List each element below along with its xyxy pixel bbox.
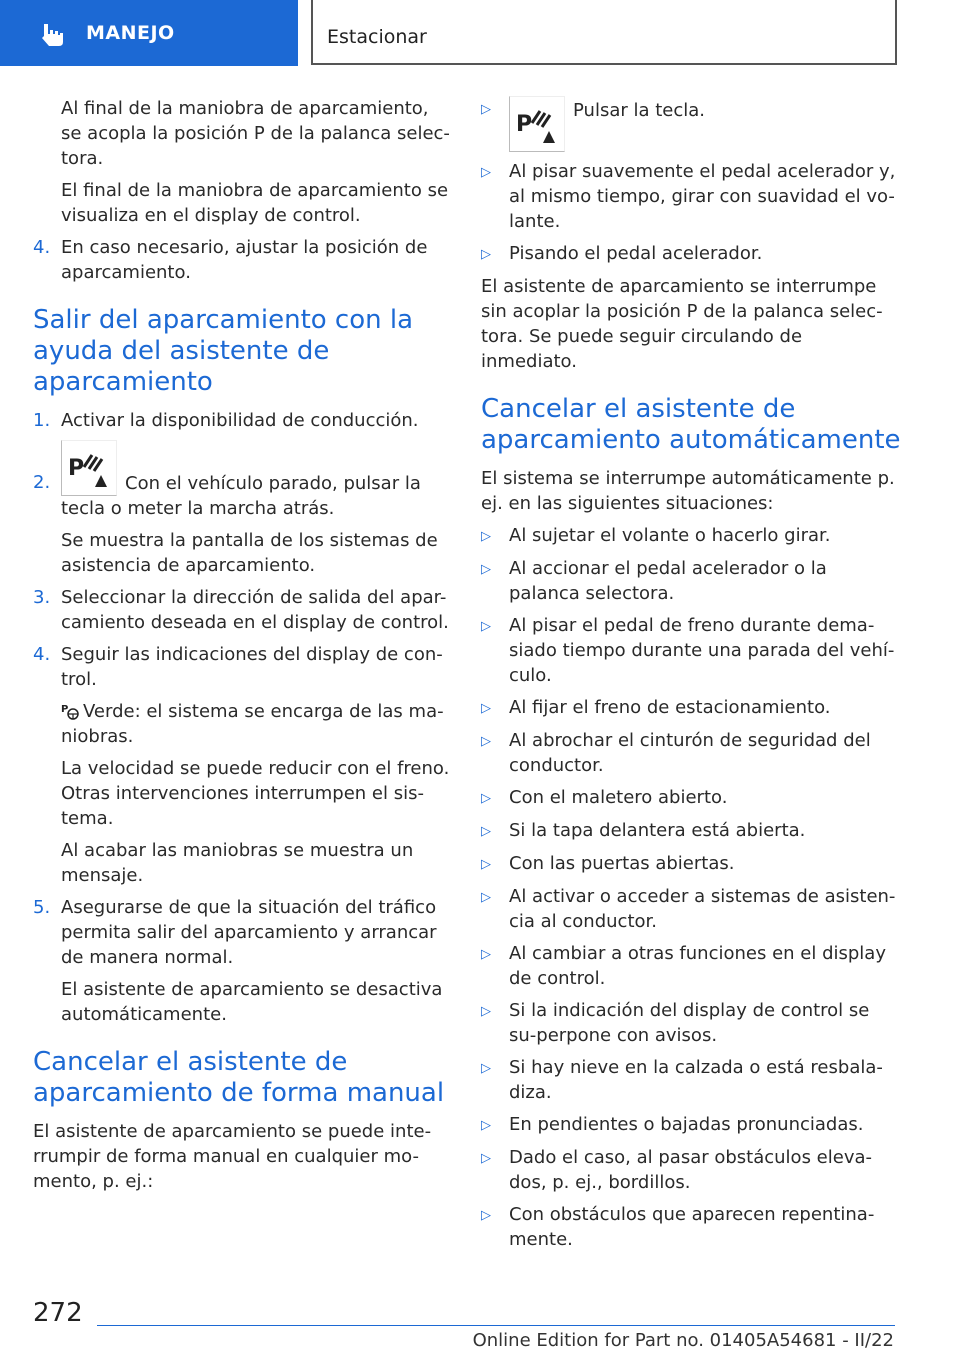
list-item [481, 1112, 901, 1138]
park-assist-key-icon [509, 96, 565, 152]
auto-paragraph: El sistema se interrumpe automáticamente p. ej. en las siguientes situaciones: [481, 468, 895, 514]
bullet-text: Pulsar la tecla. [573, 100, 706, 121]
section-title: Estacionar [327, 26, 427, 48]
intro-paragraph-2: El final de la maniobra de aparcamiento se visualiza en el display de control. [61, 180, 449, 226]
list-item [481, 941, 901, 991]
list-item [481, 1145, 901, 1195]
bullet-text: Al accionar el pedal acelerador o la palanca selectora. [509, 558, 827, 604]
step-5-text: Asegurarse de que la situación del tráfico permita salir del aparcamiento y arrancar de manera normal. [61, 897, 437, 968]
bullet-text: Si la tapa delantera está abierta. [509, 820, 806, 841]
bullet-text: Si la indicación del display de control se su-perpone con avisos. [509, 1000, 870, 1046]
item-number: 4. [33, 237, 51, 258]
bullet-text: Al sujetar el volante o hacerlo girar. [509, 525, 831, 546]
bullet-text: Al pisar suavemente el pedal acelerador y, al mismo tiempo, girar con suavidad el vo-lante. [509, 161, 896, 232]
bullet-triangle-icon: ▷ [481, 890, 491, 905]
list-item [33, 585, 451, 635]
page-header [0, 0, 960, 66]
item-text: Activar la disponibilidad de conducción. [61, 410, 419, 431]
item-number: 4. [33, 644, 51, 665]
list-item [481, 695, 901, 721]
bullet-text: Al activar o acceder a sistemas de asisten-cia al conductor. [509, 886, 896, 932]
step-4-sub3: Al acabar las maniobras se muestra un mensaje. [61, 840, 414, 886]
list-item [481, 556, 901, 606]
bullet-text: Con el maletero abierto. [509, 787, 728, 808]
item-number: 1. [33, 410, 51, 431]
step-4-text: Seguir las indicaciones del display de con-trol. [61, 644, 443, 690]
bullet-text: Al fijar el freno de estacionamiento. [509, 697, 831, 718]
heading-manual: Cancelar el asistente de aparcamiento de forma manual [33, 1047, 445, 1108]
list-item [481, 851, 901, 877]
svg-text:P: P [516, 112, 533, 137]
bullet-text: Con las puertas abiertas. [509, 853, 735, 874]
footer-edition: Online Edition for Part no. 01405A54681 - II/22 [472, 1330, 894, 1351]
svg-text:P: P [61, 704, 69, 715]
bullet-triangle-icon: ▷ [481, 857, 491, 872]
list-item [481, 728, 901, 778]
list-item [481, 884, 901, 934]
item-text: En caso necesario, ajustar la posición de aparcamiento. [61, 237, 428, 283]
bullet-text: Dado el caso, al pasar obstáculos eleva-dos, p. ej., bordillos. [509, 1147, 872, 1193]
list-item [481, 818, 901, 844]
chapter-title: MANEJO [86, 22, 175, 44]
section-tab [311, 0, 897, 65]
list-item [481, 1055, 901, 1105]
bullet-triangle-icon: ▷ [481, 701, 491, 716]
bullet-text: Al abrochar el cinturón de seguridad del conductor. [509, 730, 871, 776]
list-item [481, 523, 901, 549]
bullet-text: Al cambiar a otras funciones en el display de control. [509, 943, 886, 989]
step-2-text: Con el vehículo parado, pulsar la tecla o meter la marcha atrás. [61, 473, 421, 519]
park-assist-key-icon [61, 440, 117, 496]
bullet-triangle-icon: ▷ [481, 1151, 491, 1166]
item-number: 3. [33, 587, 51, 608]
park-steering-icon [61, 702, 79, 720]
manual-paragraph: El asistente de aparcamiento se puede inte-rrumpir de forma manual en cualquier mo-mento, p. ej.: [33, 1121, 432, 1192]
bullet-triangle-icon: ▷ [481, 247, 491, 262]
list-item [33, 642, 451, 888]
step-4-sub1: Verde: el sistema se encarga de las ma-niobras. [61, 701, 444, 747]
bullet-triangle-icon: ▷ [481, 1118, 491, 1133]
list-item [481, 159, 901, 234]
list-item [481, 1202, 901, 1252]
bullet-triangle-icon: ▷ [481, 529, 491, 544]
list-item [33, 235, 451, 285]
step-2-sub: Se muestra la pantalla de los sistemas de asistencia de aparcamiento. [61, 530, 438, 576]
heading-salir: Salir del aparcamiento con la ayuda del asistente de aparcamiento [33, 305, 414, 397]
list-item [33, 895, 451, 1027]
list-item [481, 241, 901, 267]
page-number: 272 [33, 1298, 83, 1328]
bullet-text: Si hay nieve en la calzada o está resbala-diza. [509, 1057, 883, 1103]
intro-paragraph-1: Al final de la maniobra de aparcamiento, se acopla la posición P de la palanca selec-tora. [61, 98, 450, 169]
bullet-triangle-icon: ▷ [481, 791, 491, 806]
bullet-triangle-icon: ▷ [481, 1208, 491, 1223]
heading-auto: Cancelar el asistente de aparcamiento automáticamente [481, 394, 901, 455]
list-item [481, 785, 901, 811]
bullet-triangle-icon: ▷ [481, 1061, 491, 1076]
list-item [481, 613, 901, 688]
bullet-triangle-icon: ▷ [481, 824, 491, 839]
item-number: 2. [33, 472, 51, 493]
list-item [33, 440, 451, 578]
bullet-triangle-icon: ▷ [481, 947, 491, 962]
bullet-triangle-icon: ▷ [481, 619, 491, 634]
list-item [33, 408, 451, 433]
left-column [33, 96, 451, 1201]
bullet-text: En pendientes o bajadas pronunciadas. [509, 1114, 864, 1135]
bullet-triangle-icon: ▷ [481, 562, 491, 577]
bullet-triangle-icon: ▷ [481, 165, 491, 180]
svg-text:P: P [68, 456, 85, 481]
bullet-text: Pisando el pedal acelerador. [509, 243, 763, 264]
chapter-tab [0, 0, 298, 66]
list-item [481, 96, 901, 152]
bullet-text: Al pisar el pedal de freno durante dema-siado tiempo durante una parada del vehí-culo. [509, 615, 895, 686]
step-5-sub: El asistente de aparcamiento se desactiva automáticamente. [61, 979, 443, 1025]
list-item [481, 998, 901, 1048]
bullet-triangle-icon: ▷ [481, 102, 491, 117]
step-4-sub2: La velocidad se puede reducir con el freno. Otras intervenciones interrumpen el sis-tema. [61, 758, 450, 829]
manual-after-paragraph: El asistente de aparcamiento se interrumpe sin acoplar la posición P de la palanca selec-tora. Se puede seguir circulando de inmediato. [481, 276, 883, 372]
bullet-text: Con obstáculos que aparecen repentina-mente. [509, 1204, 875, 1250]
item-number: 5. [33, 897, 51, 918]
item-text: Seleccionar la dirección de salida del apar-camiento deseada en el display de control. [61, 587, 449, 633]
bullet-triangle-icon: ▷ [481, 1004, 491, 1019]
hand-pointer-icon [38, 22, 68, 48]
bullet-triangle-icon: ▷ [481, 734, 491, 749]
footer-rule [97, 1325, 895, 1326]
auto-bullet-list [481, 523, 901, 1252]
right-column [481, 96, 901, 1259]
